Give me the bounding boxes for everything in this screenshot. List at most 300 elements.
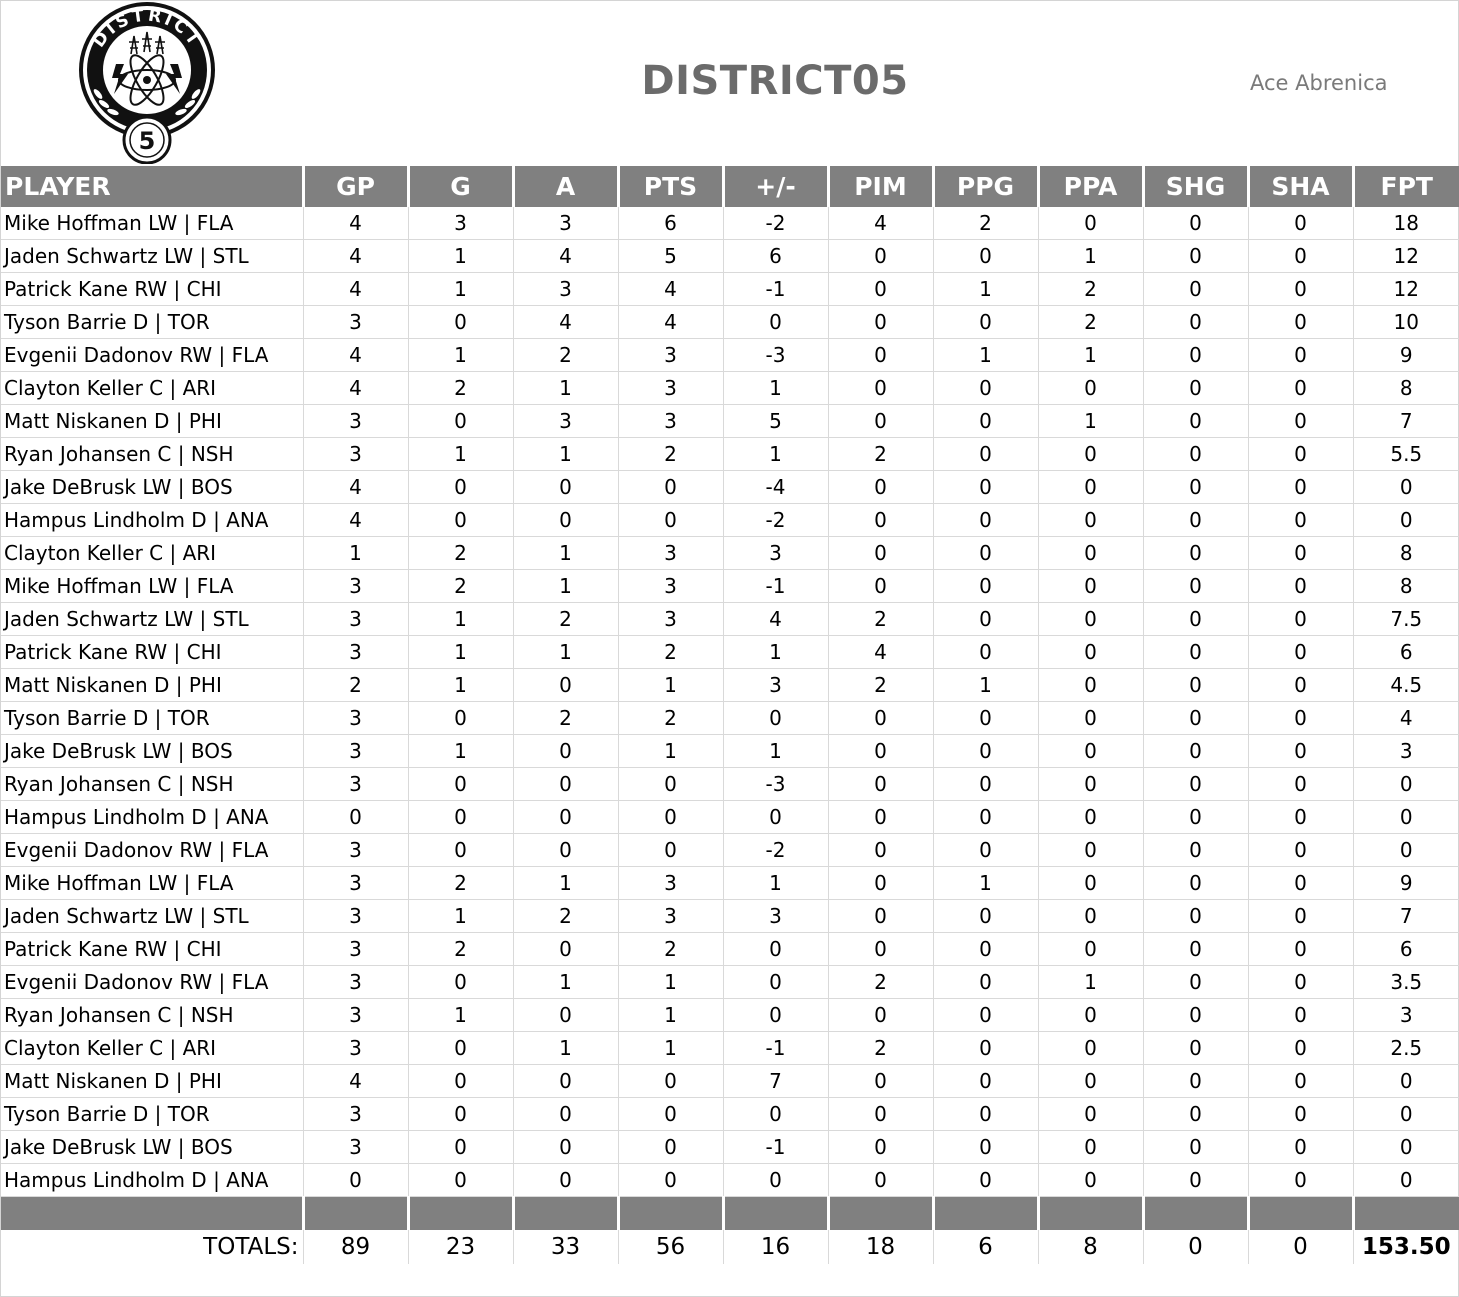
- stat-cell: 2: [1038, 273, 1143, 306]
- stat-cell: 4: [618, 273, 723, 306]
- stat-cell: 4: [513, 306, 618, 339]
- stat-cell: 2: [828, 438, 933, 471]
- player-cell: Matt Niskanen D | PHI: [1, 1065, 303, 1098]
- totals-divider-row: [1, 1197, 1459, 1231]
- stat-cell: 3: [618, 405, 723, 438]
- stat-cell: 2: [933, 207, 1038, 240]
- stat-cell: 0: [1248, 1032, 1353, 1065]
- stat-cell: 0: [513, 933, 618, 966]
- stat-cell: 0: [828, 372, 933, 405]
- stat-cell: -3: [723, 768, 828, 801]
- table-row: [1, 240, 1459, 273]
- stat-cell: 0: [618, 801, 723, 834]
- stat-cell: 2: [408, 570, 513, 603]
- stat-cell: 0: [933, 1098, 1038, 1131]
- total-cell: 33: [513, 1230, 618, 1264]
- stat-cell: 3: [303, 735, 408, 768]
- table-row: [1, 405, 1459, 438]
- stat-cell: 0: [1248, 834, 1353, 867]
- stat-cell: 0: [1038, 207, 1143, 240]
- stat-cell: 0: [933, 636, 1038, 669]
- stat-cell: 0: [933, 900, 1038, 933]
- table-row: [1, 1032, 1459, 1065]
- stat-cell: -2: [723, 207, 828, 240]
- stat-cell: 0: [933, 240, 1038, 273]
- stat-cell: 9: [1353, 867, 1459, 900]
- stat-cell: 3: [618, 900, 723, 933]
- stat-cell: 0: [1143, 405, 1248, 438]
- stat-cell: 1: [513, 570, 618, 603]
- table-row: [1, 207, 1459, 240]
- stat-cell: 0: [1248, 471, 1353, 504]
- stat-cell: 1: [408, 900, 513, 933]
- total-cell: 6: [933, 1230, 1038, 1264]
- stat-cell: 0: [1353, 1164, 1459, 1197]
- stat-cell: 0: [723, 702, 828, 735]
- player-cell: Evgenii Dadonov RW | FLA: [1, 834, 303, 867]
- stat-cell: 0: [933, 768, 1038, 801]
- stat-cell: 18: [1353, 207, 1459, 240]
- stat-cell: 0: [828, 933, 933, 966]
- stat-cell: 1: [1038, 405, 1143, 438]
- column-header: GP: [303, 166, 408, 207]
- table-row: [1, 735, 1459, 768]
- stat-cell: 2: [618, 636, 723, 669]
- stat-cell: 0: [1248, 702, 1353, 735]
- table-header-row: [1, 166, 1459, 207]
- stat-cell: 4: [513, 240, 618, 273]
- stat-cell: 0: [1143, 1032, 1248, 1065]
- stat-cell: 3: [618, 339, 723, 372]
- player-cell: Evgenii Dadonov RW | FLA: [1, 339, 303, 372]
- stat-cell: -1: [723, 1032, 828, 1065]
- stat-cell: 2: [408, 537, 513, 570]
- stat-cell: 0: [933, 735, 1038, 768]
- stat-cell: 3: [303, 570, 408, 603]
- stat-cell: 0: [618, 1164, 723, 1197]
- stat-cell: 0: [1143, 834, 1248, 867]
- stat-cell: 0: [408, 1131, 513, 1164]
- stat-cell: 2: [303, 669, 408, 702]
- stat-cell: 0: [513, 768, 618, 801]
- stat-cell: 0: [933, 834, 1038, 867]
- stat-cell: 0: [1143, 207, 1248, 240]
- stat-cell: 2: [513, 339, 618, 372]
- stat-cell: 3: [723, 537, 828, 570]
- stat-cell: 0: [513, 801, 618, 834]
- stat-cell: 0: [408, 966, 513, 999]
- total-cell: 0: [1248, 1230, 1353, 1264]
- column-header: PPA: [1038, 166, 1143, 207]
- stat-cell: 2: [828, 603, 933, 636]
- stat-cell: 0: [1038, 801, 1143, 834]
- stat-cell: 1: [933, 669, 1038, 702]
- stat-cell: 0: [618, 1065, 723, 1098]
- stat-cell: 0: [513, 1131, 618, 1164]
- player-cell: Patrick Kane RW | CHI: [1, 933, 303, 966]
- logo-number: 5: [138, 127, 156, 155]
- stat-cell: 2: [618, 438, 723, 471]
- stat-cell: 3.5: [1353, 966, 1459, 999]
- stat-cell: 0: [1248, 339, 1353, 372]
- stat-cell: 0: [1038, 669, 1143, 702]
- divider-cell: [1248, 1197, 1353, 1231]
- stat-cell: 9: [1353, 339, 1459, 372]
- column-header: PPG: [933, 166, 1038, 207]
- table-row: [1, 438, 1459, 471]
- stat-cell: 0: [1353, 768, 1459, 801]
- stat-cell: 4: [303, 339, 408, 372]
- stat-cell: 0: [303, 801, 408, 834]
- stat-cell: 0: [1248, 570, 1353, 603]
- stat-cell: 0: [1353, 834, 1459, 867]
- stat-cell: 0: [933, 372, 1038, 405]
- stat-cell: 4: [828, 636, 933, 669]
- stat-cell: 6: [618, 207, 723, 240]
- stat-cell: 0: [1143, 702, 1248, 735]
- stat-cell: 0: [1248, 438, 1353, 471]
- stat-cell: 0: [1248, 900, 1353, 933]
- stat-cell: -1: [723, 273, 828, 306]
- logo-top-text: DISTRICT: [88, 5, 206, 52]
- stat-cell: 0: [1248, 405, 1353, 438]
- stat-cell: 0: [1143, 1065, 1248, 1098]
- stat-cell: 0: [828, 801, 933, 834]
- stat-cell: 0: [1038, 768, 1143, 801]
- stat-cell: 12: [1353, 240, 1459, 273]
- stat-cell: 2: [828, 1032, 933, 1065]
- table-row: [1, 537, 1459, 570]
- player-cell: Mike Hoffman LW | FLA: [1, 867, 303, 900]
- stat-cell: 3: [303, 933, 408, 966]
- stat-cell: 3: [303, 636, 408, 669]
- totals-label: TOTALS:: [1, 1230, 303, 1264]
- stat-cell: 1: [513, 537, 618, 570]
- stat-cell: 0: [933, 999, 1038, 1032]
- table-row: [1, 999, 1459, 1032]
- stat-cell: 0: [618, 504, 723, 537]
- stat-cell: 3: [303, 834, 408, 867]
- table-row: [1, 570, 1459, 603]
- stat-cell: 0: [1038, 900, 1143, 933]
- stat-cell: 1: [723, 735, 828, 768]
- stat-cell: 0: [1248, 207, 1353, 240]
- stat-cell: 5.5: [1353, 438, 1459, 471]
- stat-cell: 0: [933, 1032, 1038, 1065]
- stat-cell: 1: [408, 669, 513, 702]
- stat-cell: 0: [1248, 1164, 1353, 1197]
- stat-cell: 0: [1143, 240, 1248, 273]
- stat-cell: 5: [618, 240, 723, 273]
- stat-cell: 0: [1143, 801, 1248, 834]
- stat-cell: 0: [1143, 933, 1248, 966]
- stat-cell: 0: [1143, 273, 1248, 306]
- stat-cell: 7.5: [1353, 603, 1459, 636]
- stat-cell: 0: [933, 405, 1038, 438]
- stat-cell: 0: [1248, 1131, 1353, 1164]
- stat-cell: 2.5: [1353, 1032, 1459, 1065]
- stat-cell: 3: [618, 537, 723, 570]
- stat-cell: 3: [303, 768, 408, 801]
- stat-cell: 0: [723, 966, 828, 999]
- stat-cell: 0: [303, 1164, 408, 1197]
- player-stats-table: [1, 166, 1459, 1264]
- stat-cell: 1: [933, 339, 1038, 372]
- stat-cell: 1: [723, 372, 828, 405]
- stat-cell: 4: [723, 603, 828, 636]
- stat-cell: 0: [1038, 834, 1143, 867]
- table-row: [1, 768, 1459, 801]
- stat-cell: 0: [1038, 1164, 1143, 1197]
- stat-cell: 0: [933, 471, 1038, 504]
- table-row: [1, 702, 1459, 735]
- stat-cell: 0: [723, 999, 828, 1032]
- stat-cell: 4: [303, 207, 408, 240]
- total-cell: 89: [303, 1230, 408, 1264]
- stat-cell: 1: [723, 636, 828, 669]
- table-row: [1, 306, 1459, 339]
- stat-cell: 1: [723, 867, 828, 900]
- stat-cell: -3: [723, 339, 828, 372]
- player-cell: Tyson Barrie D | TOR: [1, 702, 303, 735]
- stat-cell: 0: [1248, 603, 1353, 636]
- stat-cell: 7: [1353, 405, 1459, 438]
- stat-cell: 2: [513, 603, 618, 636]
- stat-cell: 7: [1353, 900, 1459, 933]
- stat-cell: 1: [1038, 339, 1143, 372]
- stat-cell: 0: [1038, 1098, 1143, 1131]
- player-cell: Evgenii Dadonov RW | FLA: [1, 966, 303, 999]
- stat-cell: -1: [723, 570, 828, 603]
- stat-cell: 3: [303, 438, 408, 471]
- stat-cell: 0: [1248, 669, 1353, 702]
- stat-cell: 0: [828, 240, 933, 273]
- stat-cell: 0: [933, 306, 1038, 339]
- stat-cell: 3: [723, 669, 828, 702]
- table-row: [1, 1131, 1459, 1164]
- stat-cell: 0: [1248, 735, 1353, 768]
- column-header: PTS: [618, 166, 723, 207]
- stat-cell: 0: [513, 471, 618, 504]
- divider-cell: [828, 1197, 933, 1231]
- stat-cell: 1: [513, 867, 618, 900]
- table-row: [1, 801, 1459, 834]
- stat-cell: 0: [828, 570, 933, 603]
- stat-cell: 1: [1038, 240, 1143, 273]
- stat-cell: 0: [1248, 933, 1353, 966]
- player-cell: Ryan Johansen C | NSH: [1, 999, 303, 1032]
- stat-cell: 6: [723, 240, 828, 273]
- stat-cell: 0: [408, 471, 513, 504]
- stat-cell: 0: [1143, 339, 1248, 372]
- divider-cell: [618, 1197, 723, 1231]
- stat-cell: 0: [1353, 471, 1459, 504]
- column-header: A: [513, 166, 618, 207]
- stat-cell: 3: [303, 603, 408, 636]
- stat-cell: 0: [1143, 537, 1248, 570]
- stat-cell: 3: [303, 867, 408, 900]
- stat-cell: 3: [303, 999, 408, 1032]
- stat-cell: 3: [303, 1032, 408, 1065]
- stat-cell: 0: [1353, 1131, 1459, 1164]
- stat-cell: 0: [933, 504, 1038, 537]
- stat-cell: 0: [1143, 306, 1248, 339]
- stat-cell: 0: [828, 273, 933, 306]
- stat-cell: 0: [828, 768, 933, 801]
- stat-cell: 0: [723, 1164, 828, 1197]
- stat-cell: 3: [513, 273, 618, 306]
- stat-cell: 2: [513, 900, 618, 933]
- stat-cell: 1: [1038, 966, 1143, 999]
- stat-cell: 0: [723, 801, 828, 834]
- stat-cell: 0: [1038, 1065, 1143, 1098]
- stat-cell: 0: [933, 933, 1038, 966]
- table-row: [1, 339, 1459, 372]
- stat-cell: 1: [408, 240, 513, 273]
- stat-cell: 3: [1353, 735, 1459, 768]
- player-cell: Tyson Barrie D | TOR: [1, 306, 303, 339]
- stat-cell: 0: [1038, 471, 1143, 504]
- stat-cell: 0: [408, 1098, 513, 1131]
- divider-cell: [1353, 1197, 1459, 1231]
- stat-cell: 2: [408, 933, 513, 966]
- stat-cell: 0: [1038, 735, 1143, 768]
- table-row: [1, 636, 1459, 669]
- table-row: [1, 1164, 1459, 1197]
- stat-cell: 1: [618, 966, 723, 999]
- stat-cell: 0: [828, 504, 933, 537]
- page-title: DISTRICT05: [641, 58, 909, 104]
- stat-cell: 0: [513, 1164, 618, 1197]
- stat-cell: 0: [933, 1065, 1038, 1098]
- stat-cell: 0: [408, 768, 513, 801]
- stat-cell: 0: [1143, 504, 1248, 537]
- stat-cell: 0: [828, 1131, 933, 1164]
- stat-cell: 0: [723, 306, 828, 339]
- column-header: +/-: [723, 166, 828, 207]
- stat-cell: 0: [408, 801, 513, 834]
- player-cell: Matt Niskanen D | PHI: [1, 405, 303, 438]
- stat-cell: 0: [933, 570, 1038, 603]
- stat-cell: 0: [933, 603, 1038, 636]
- stat-cell: 3: [618, 372, 723, 405]
- player-cell: Clayton Keller C | ARI: [1, 372, 303, 405]
- owner-name: Ace Abrenica: [1250, 71, 1388, 95]
- stat-cell: -1: [723, 1131, 828, 1164]
- table-row: [1, 966, 1459, 999]
- stat-cell: 0: [1038, 570, 1143, 603]
- stat-cell: 3: [618, 867, 723, 900]
- district-seal-logo: [74, 2, 220, 164]
- stat-cell: 6: [1353, 636, 1459, 669]
- column-header: G: [408, 166, 513, 207]
- player-cell: Jaden Schwartz LW | STL: [1, 240, 303, 273]
- player-cell: Hampus Lindholm D | ANA: [1, 1164, 303, 1197]
- stat-cell: 0: [933, 801, 1038, 834]
- divider-cell: [303, 1197, 408, 1231]
- stat-cell: 8: [1353, 537, 1459, 570]
- stat-cell: 0: [828, 900, 933, 933]
- stat-cell: 0: [1038, 537, 1143, 570]
- table-body: [1, 207, 1459, 1264]
- divider-cell: [1143, 1197, 1248, 1231]
- stat-cell: 0: [1248, 801, 1353, 834]
- stat-cell: 0: [1248, 240, 1353, 273]
- stat-cell: 0: [933, 537, 1038, 570]
- stat-cell: 0: [1143, 867, 1248, 900]
- stat-cell: 3: [723, 900, 828, 933]
- table-row: [1, 933, 1459, 966]
- stat-cell: 0: [408, 834, 513, 867]
- stat-cell: 3: [618, 603, 723, 636]
- stat-cell: 0: [1353, 801, 1459, 834]
- stat-cell: 2: [408, 867, 513, 900]
- stat-cell: 0: [828, 405, 933, 438]
- stat-cell: 0: [933, 1164, 1038, 1197]
- stat-cell: 0: [1248, 636, 1353, 669]
- table-row: [1, 834, 1459, 867]
- stat-cell: 6: [1353, 933, 1459, 966]
- stat-cell: 1: [513, 966, 618, 999]
- table-row: [1, 1065, 1459, 1098]
- stat-cell: 4: [303, 273, 408, 306]
- stat-cell: 0: [1143, 735, 1248, 768]
- divider-cell: [723, 1197, 828, 1231]
- stat-cell: 0: [828, 339, 933, 372]
- stat-cell: 0: [1143, 768, 1248, 801]
- stat-cell: 0: [1353, 1098, 1459, 1131]
- stat-cell: -2: [723, 834, 828, 867]
- stat-cell: 2: [513, 702, 618, 735]
- stat-cell: 1: [408, 339, 513, 372]
- total-cell: 16: [723, 1230, 828, 1264]
- divider-cell: [933, 1197, 1038, 1231]
- stat-cell: 3: [303, 702, 408, 735]
- player-cell: Hampus Lindholm D | ANA: [1, 801, 303, 834]
- stat-cell: 0: [1353, 504, 1459, 537]
- stat-cell: 3: [408, 207, 513, 240]
- stat-cell: 0: [408, 504, 513, 537]
- stat-cell: 0: [1248, 306, 1353, 339]
- stat-cell: 0: [1143, 1131, 1248, 1164]
- stat-cell: 4: [303, 1065, 408, 1098]
- stat-cell: 0: [1143, 603, 1248, 636]
- stat-cell: 0: [513, 1098, 618, 1131]
- stat-cell: 2: [828, 669, 933, 702]
- stat-cell: 1: [408, 999, 513, 1032]
- player-cell: Jake DeBrusk LW | BOS: [1, 1131, 303, 1164]
- stat-cell: 0: [513, 669, 618, 702]
- player-cell: Hampus Lindholm D | ANA: [1, 504, 303, 537]
- stat-cell: 0: [618, 834, 723, 867]
- stat-cell: 3: [303, 966, 408, 999]
- stat-cell: 4: [1353, 702, 1459, 735]
- stat-cell: 0: [933, 966, 1038, 999]
- stat-cell: 0: [513, 1065, 618, 1098]
- stat-cell: 0: [828, 834, 933, 867]
- stat-cell: 0: [1353, 1065, 1459, 1098]
- stat-cell: 3: [303, 1098, 408, 1131]
- stat-cell: 3: [513, 405, 618, 438]
- stat-cell: 1: [303, 537, 408, 570]
- stat-cell: 2: [618, 702, 723, 735]
- stat-cell: 0: [513, 834, 618, 867]
- stat-cell: 0: [828, 1065, 933, 1098]
- stat-cell: 0: [1248, 867, 1353, 900]
- column-header: SHG: [1143, 166, 1248, 207]
- player-cell: Jake DeBrusk LW | BOS: [1, 471, 303, 504]
- column-header: SHA: [1248, 166, 1353, 207]
